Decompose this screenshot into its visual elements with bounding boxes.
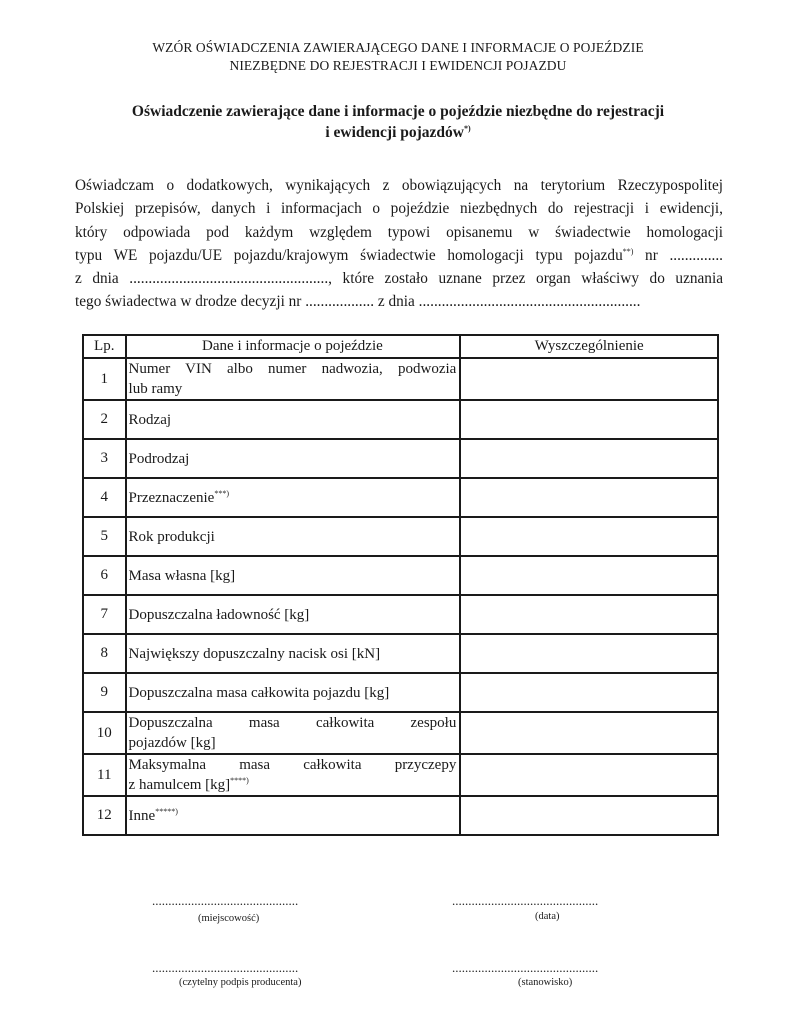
- row-value-field[interactable]: [460, 712, 718, 754]
- row-value-field[interactable]: [460, 478, 718, 517]
- declaration-line-4a: typu WE pojazdu/UE pojazdu/krajowym świadectwie homologacji typu pojazdu: [75, 246, 623, 264]
- declaration-line: Oświadczam o dodatkowych, wynikających z obowiązujących na terytorium Rzeczypospolitej: [75, 177, 723, 194]
- row-description: [126, 712, 461, 754]
- row-lp: 10: [83, 712, 126, 754]
- row-description-line-2: pojazdów [kg]: [128, 735, 216, 751]
- row-description-line-1-wrap: [129, 713, 457, 733]
- header-lp: Lp.: [83, 335, 126, 358]
- table-row: [83, 796, 718, 835]
- row-lp: 2: [83, 400, 126, 439]
- producer-signature-label: (czytelny podpis producenta): [179, 977, 302, 988]
- row-value-field[interactable]: [460, 754, 718, 796]
- row-description-line-2-wrap: [129, 775, 457, 795]
- row-description: [126, 634, 461, 673]
- row-value-field[interactable]: [460, 439, 718, 478]
- row-value-field[interactable]: [460, 634, 718, 673]
- date-label: (data): [535, 911, 560, 922]
- row-description-text: [129, 527, 457, 547]
- row-description: [126, 673, 461, 712]
- declaration-line: z dnia ...................................................., które zostało uznane przez organ właściwy do uznania: [75, 270, 723, 288]
- header-line-2: NIEZBĘDNE DO REJESTRACJI I EWIDENCJI POJAZDU: [229, 58, 567, 73]
- row-value-field[interactable]: [460, 358, 718, 400]
- row-description-line-1: Rok produkcji: [128, 528, 215, 545]
- row-description-line-1: Przeznaczenie: [128, 489, 215, 506]
- row-description-line-1: Dopuszczalna masa całkowita zespołu: [128, 715, 457, 731]
- place-label: (miejscowość): [198, 913, 260, 924]
- table-row: [83, 358, 718, 400]
- document-title-line-2-text: i ewidencji pojazdów: [325, 124, 464, 141]
- row-description-line-2: lub ramy: [128, 381, 183, 397]
- row-lp: 12: [83, 796, 126, 835]
- row-description-line-1: Inne: [128, 807, 156, 824]
- row-description-text: [129, 410, 457, 430]
- table-row: [83, 634, 718, 673]
- table-row: [83, 754, 718, 796]
- header-line-1: WZÓR OŚWIADCZENIA ZAWIERAJĄCEGO DANE I INFORMACJE O POJEŹDZIE: [152, 40, 644, 55]
- table-body: [83, 358, 718, 835]
- table-row: [83, 595, 718, 634]
- row-description-line-1: Podrodzaj: [128, 450, 190, 467]
- row-description-text: [129, 806, 457, 826]
- row-description-line-1: Dopuszczalna masa całkowita pojazdu [kg]: [128, 684, 390, 701]
- row-description-line-1: Masa własna [kg]: [128, 567, 236, 584]
- row-description-line-1: Dopuszczalna ładowność [kg]: [128, 606, 310, 623]
- row-description: [126, 556, 461, 595]
- row-lp: 1: [83, 358, 126, 400]
- document-title-line-1: Oświadczenie zawierające dane i informacje o pojeździe niezbędne do rejestracji: [131, 103, 665, 120]
- footnote-mark: ***): [214, 488, 229, 498]
- row-description: [126, 439, 461, 478]
- row-description-line-1: Największy dopuszczalny nacisk osi [kN]: [128, 645, 381, 662]
- row-lp: 5: [83, 517, 126, 556]
- row-description-text: [129, 713, 457, 753]
- declaration-paragraph: [75, 174, 723, 314]
- row-lp: 4: [83, 478, 126, 517]
- row-lp: 7: [83, 595, 126, 634]
- table-row: [83, 556, 718, 595]
- row-description-text: [129, 488, 457, 508]
- row-description: [126, 754, 461, 796]
- row-value-field[interactable]: [460, 796, 718, 835]
- row-value-field[interactable]: [460, 556, 718, 595]
- row-description-line-1: Numer VIN albo numer nadwozia, podwozia: [128, 361, 457, 377]
- row-description-line-2-wrap: [129, 379, 457, 399]
- row-description-line-2-wrap: [129, 733, 457, 753]
- row-description-text: [129, 644, 457, 664]
- declaration-line: tego świadectwa w drodze decyzji nr .................. z dnia ..........................................................: [75, 293, 641, 311]
- row-description: [126, 517, 461, 556]
- row-description-text: [129, 683, 457, 703]
- row-lp: 9: [83, 673, 126, 712]
- table-header-row: [83, 335, 718, 358]
- row-lp: 11: [83, 754, 126, 796]
- declaration-line: [75, 244, 723, 267]
- row-description: [126, 595, 461, 634]
- footnote-mark: *****): [155, 806, 178, 816]
- row-description-text: [129, 605, 457, 625]
- document-title-line-2: [0, 124, 796, 142]
- row-value-field[interactable]: [460, 673, 718, 712]
- row-description: [126, 796, 461, 835]
- table-row: [83, 400, 718, 439]
- row-value-field[interactable]: [460, 517, 718, 556]
- row-description-line-1: Maksymalna masa całkowita przyczepy: [128, 757, 457, 773]
- row-description-text: [129, 566, 457, 586]
- producer-signature-dots[interactable]: .............................................: [152, 960, 299, 975]
- row-description-line-2: z hamulcem [kg]: [128, 777, 231, 793]
- row-description: [126, 358, 461, 400]
- vehicle-data-table: [82, 334, 719, 836]
- table-row: [83, 478, 718, 517]
- row-description: [126, 478, 461, 517]
- table-row: [83, 712, 718, 754]
- header-value: Wyszczególnienie: [460, 335, 718, 358]
- table-row: [83, 517, 718, 556]
- row-description-text: [129, 449, 457, 469]
- row-description-text: [129, 359, 457, 399]
- footnote-mark: ****): [230, 776, 249, 785]
- date-dots[interactable]: .............................................: [452, 893, 599, 908]
- declaration-line-4b: nr ..............: [633, 246, 723, 264]
- declaration-line: który odpowiada pod każdym względem typowi opisanemu w świadectwie homologacji: [75, 223, 723, 241]
- header-desc: Dane i informacje o pojeździe: [126, 335, 461, 358]
- table-row: [83, 439, 718, 478]
- row-lp: 3: [83, 439, 126, 478]
- row-description-text: [129, 755, 457, 795]
- row-description-line-1-wrap: [129, 755, 457, 775]
- row-description-line-1: Rodzaj: [128, 411, 172, 428]
- place-dots[interactable]: .............................................: [152, 893, 299, 908]
- row-value-field[interactable]: [460, 595, 718, 634]
- table-row: [83, 673, 718, 712]
- row-description: [126, 400, 461, 439]
- row-lp: 8: [83, 634, 126, 673]
- position-dots[interactable]: .............................................: [452, 960, 599, 975]
- row-lp: 6: [83, 556, 126, 595]
- position-label: (stanowisko): [518, 977, 573, 988]
- footnote-mark: **): [622, 246, 634, 256]
- declaration-line: Polskiej przepisów, danych i informacjach o pojeździe niezbędnych do rejestracji i ewidencji,: [75, 200, 723, 218]
- row-description-line-1-wrap: [129, 359, 457, 379]
- title-footnote-mark: *): [463, 123, 471, 133]
- row-value-field[interactable]: [460, 400, 718, 439]
